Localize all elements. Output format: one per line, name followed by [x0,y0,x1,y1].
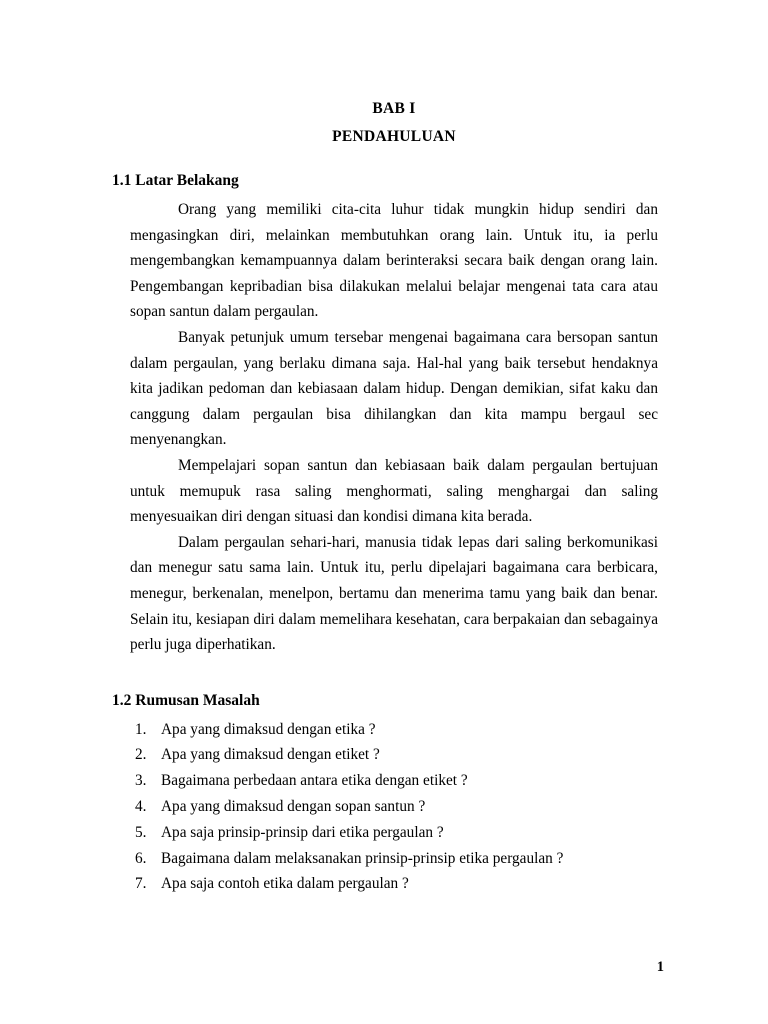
list-item-number: 4. [135,798,147,816]
list-item [135,794,658,820]
list-item [135,742,658,768]
list-item-text: Apa yang dimaksud dengan etiket ? [161,746,380,764]
section-heading-latar-belakang: 1.1 Latar Belakang [112,172,239,189]
list-item-number: 2. [135,746,147,764]
list-item-text: Bagaimana perbedaan antara etika dengan etiket ? [161,772,468,790]
rumusan-masalah-list [112,717,658,898]
list-item-text: Apa yang dimaksud dengan etika ? [161,720,376,738]
list-item [135,846,658,872]
section-heading-rumusan-masalah: 1.2 Rumusan Masalah [112,691,260,709]
list-item-text: Apa saja prinsip-prinsip dari etika pergaulan ? [161,823,444,841]
list-item-text: Apa saja contoh etika dalam pergaulan ? [161,875,409,893]
paragraph: Mempelajari sopan santun dan kebiasaan baik dalam pergaulan bertujuan untuk memupuk rasa saling menghormati, saling menghargai dan saling menyesuaikan diri dengan situasi dan kondisi dimana kita berada. [130,456,658,526]
chapter-subtitle: PENDAHULUAN [332,128,456,145]
list-item-number: 6. [135,849,147,867]
list-item [135,820,658,846]
page-number: 1 [656,959,664,975]
paragraph: Orang yang memiliki cita-cita luhur tidak mungkin hidup sendiri dan mengasingkan diri, melainkan membutuhkan orang lain. Untuk itu, ia perlu mengembangkan kemampuannya dalam berinteraksi secara baik dengan orang lain. Pengembangan kepribadian bisa dilakukan melalui belajar mengenai tata cara atau sopan santun dalam pergaulan. [130,201,658,321]
list-item-number: 7. [135,875,147,893]
list-item [135,768,658,794]
list-item-text: Bagaimana dalam melaksanakan prinsip-prinsip etika pergaulan ? [161,849,564,867]
paragraph: Dalam pergaulan sehari-hari, manusia tidak lepas dari saling berkomunikasi dan menegur satu sama lain. Untuk itu, perlu dipelajari bagaimana cara berbicara, menegur, berkenalan, menelpon, bertamu dan menerima tamu yang baik dan benar. Selain itu, kesiapan diri dalam memelihara kesehatan, cara berpakaian dan sebagainya perlu juga diperhatikan. [130,533,658,654]
list-item [135,871,658,897]
list-item-number: 3. [135,772,147,790]
list-item-text: Apa yang dimaksud dengan sopan santun ? [161,798,426,816]
page-content [112,96,658,897]
list-item-number: 5. [135,823,147,841]
paragraph: Banyak petunjuk umum tersebar mengenai bagaimana cara bersopan santun dalam pergaulan, yang berlaku dimana saja. Hal-hal yang baik tersebut hendaknya kita jadikan pedoman dan kebiasaan dalam hidup. Dengan demikian, sifat kaku dan canggung dalam pergaulan bisa dihilangkan dan kita mampu bergaul sec menyenangkan. [130,328,658,449]
chapter-title: BAB I [372,100,416,117]
list-item [135,717,658,743]
list-item-number: 1. [135,720,147,738]
